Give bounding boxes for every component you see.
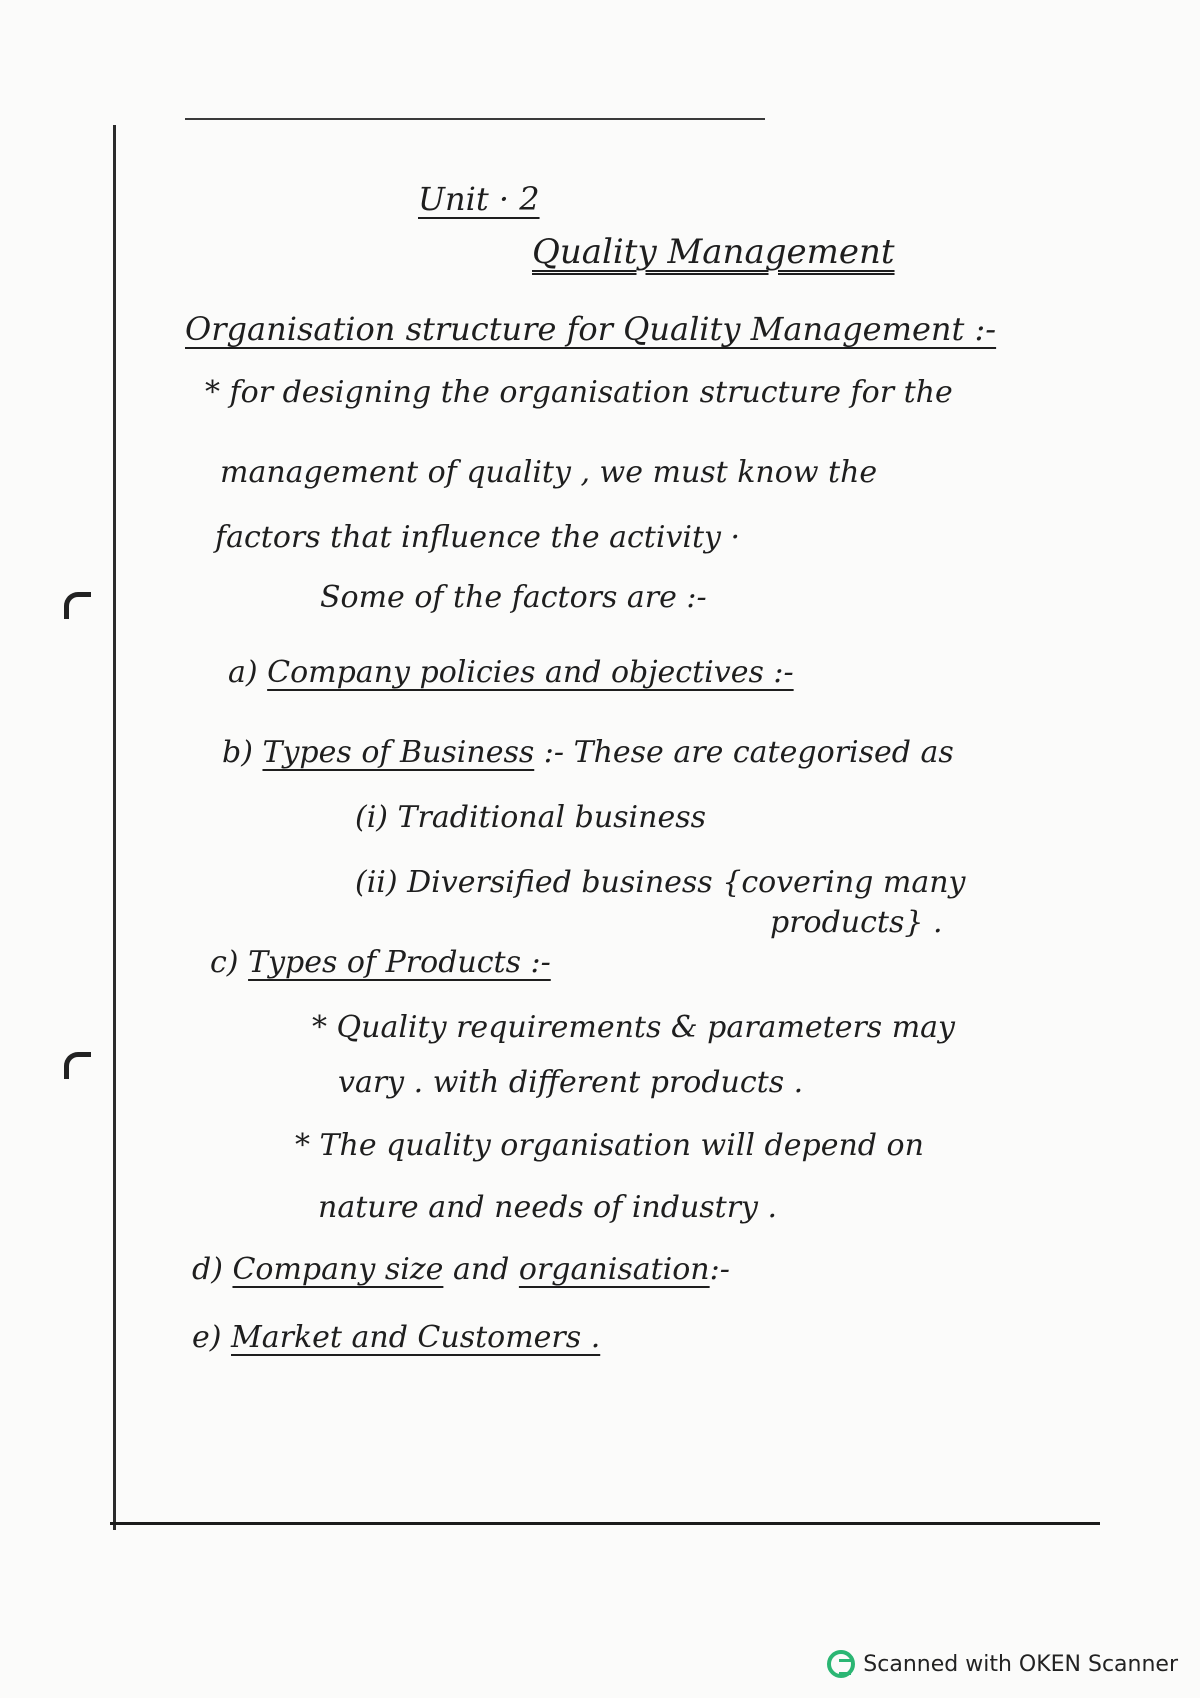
item-c — [210, 945, 551, 980]
scanner-text: Scanned with OKEN Scanner — [863, 1651, 1178, 1677]
item-label: organisation — [518, 1252, 710, 1287]
item-line: vary . with different products . — [338, 1065, 804, 1100]
sub-item: (i) Traditional business — [355, 800, 707, 835]
item-a — [228, 655, 794, 690]
item-line: * Quality requirements & parameters may — [312, 1010, 956, 1045]
section-heading: Organisation structure for Quality Management :- — [185, 310, 997, 348]
bottom-rule-line — [110, 1522, 1100, 1525]
intro-line: factors that influence the activity · — [215, 520, 741, 555]
item-label: Market and Customers . — [231, 1320, 601, 1355]
item-e — [192, 1320, 600, 1355]
item-label: Types of Business — [262, 735, 535, 770]
item-label: Types of Products :- — [248, 945, 551, 980]
item-marker: d) — [192, 1252, 223, 1287]
item-marker: e) — [192, 1320, 222, 1355]
item-marker: b) — [222, 735, 253, 770]
item-marker: a) — [228, 655, 258, 690]
sub-item-continuation: products} . — [770, 905, 943, 940]
scanner-watermark — [827, 1650, 1178, 1678]
item-text: and — [452, 1252, 510, 1287]
item-text: :- These are categorised as — [543, 735, 954, 770]
left-margin-line — [113, 125, 116, 1530]
item-marker: c) — [210, 945, 239, 980]
intro-line: management of quality , we must know the — [220, 455, 878, 490]
sub-item: (ii) Diversified business {covering many — [355, 865, 966, 900]
unit-label: Unit · 2 — [418, 180, 540, 218]
top-rule-line — [185, 118, 765, 120]
punch-hole-mark — [64, 1052, 91, 1079]
item-b — [222, 735, 954, 770]
punch-hole-mark — [64, 592, 91, 619]
oken-scanner-logo-icon — [827, 1650, 855, 1678]
item-d — [192, 1252, 730, 1287]
intro-line: * for designing the organisation structure for the — [205, 375, 953, 410]
intro-line: Some of the factors are :- — [320, 580, 707, 615]
item-line: nature and needs of industry . — [318, 1190, 778, 1225]
item-line: * The quality organisation will depend on — [295, 1128, 924, 1163]
item-text: :- — [709, 1252, 730, 1287]
item-label: Company size — [232, 1252, 444, 1287]
item-label: Company policies and objectives :- — [267, 655, 794, 690]
page-title: Quality Management — [532, 232, 895, 272]
